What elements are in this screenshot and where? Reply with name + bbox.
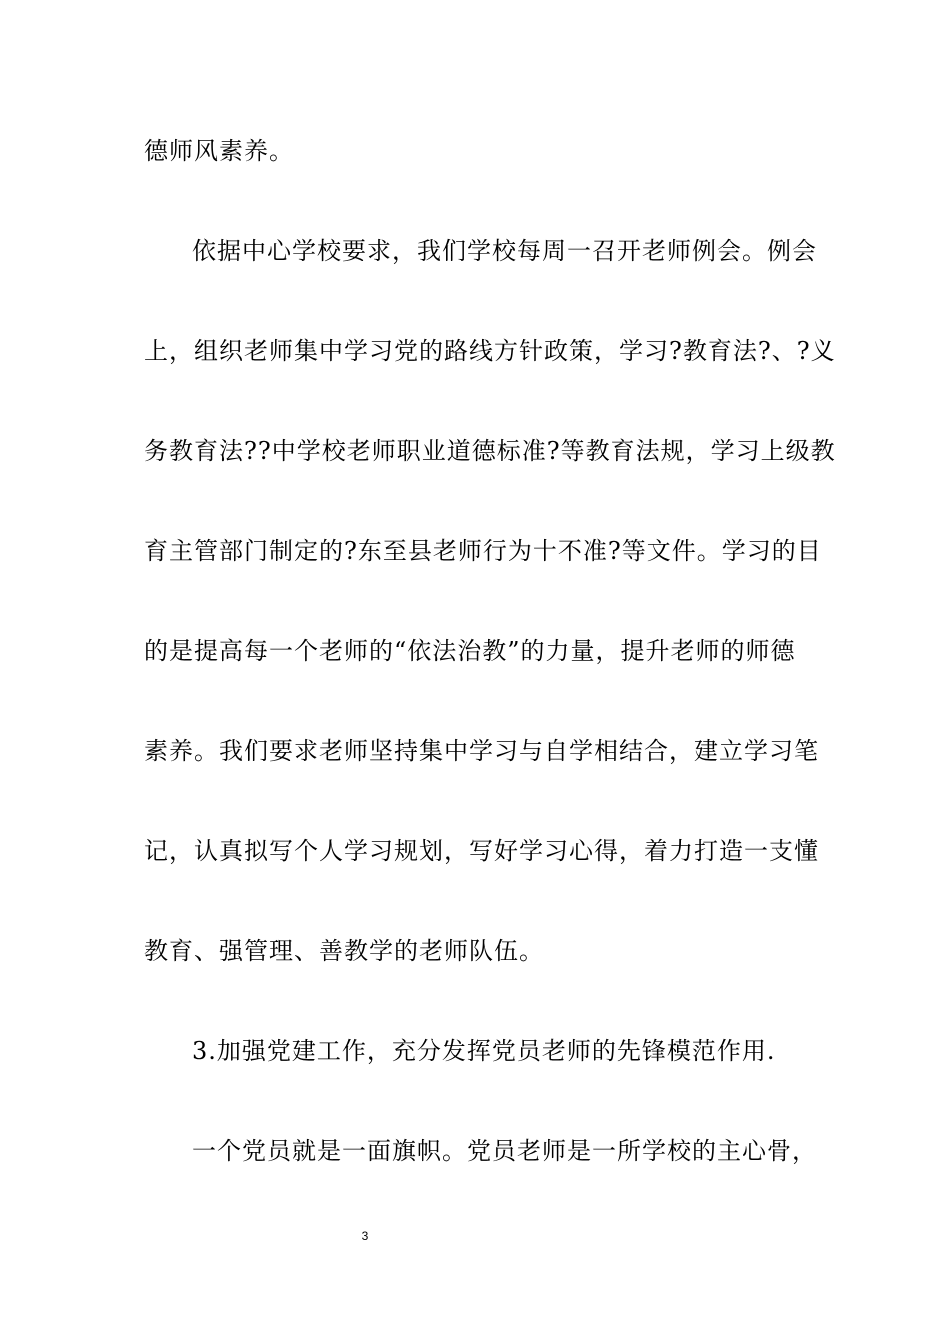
text-line-6: 的是提高每一个老师的“依法治教”的力量，提升老师的师德 [144, 637, 796, 665]
text-line-3: 上，组织老师集中学习党的路线方针政策，学习?教育法?、?义 [144, 337, 836, 365]
section-heading: 3.加强党建工作，充分发挥党员老师的先锋模范作用. [192, 1037, 776, 1065]
text-line-8: 记，认真拟写个人学习规划，写好学习心得，着力打造一支懂 [144, 837, 819, 865]
text-line-4: 务教育法??中学校老师职业道德标准?等教育法规，学习上级教 [144, 437, 836, 465]
paragraph-start-line-2: 一个党员就是一面旗帜。党员老师是一所学校的主心骨， [192, 1137, 817, 1165]
text-line-1: 德师风素养。 [144, 137, 294, 165]
text-line-9: 教育、强管理、善教学的老师队伍。 [144, 937, 544, 965]
text-line-5: 育主管部门制定的?东至县老师行为十不准?等文件。学习的目 [144, 537, 822, 565]
text-line-7: 素养。我们要求老师坚持集中学习与自学相结合，建立学习笔 [144, 737, 819, 765]
page-number: 3 [361, 1229, 369, 1243]
paragraph-start-line: 依据中心学校要求，我们学校每周一召开老师例会。例会 [192, 237, 817, 265]
